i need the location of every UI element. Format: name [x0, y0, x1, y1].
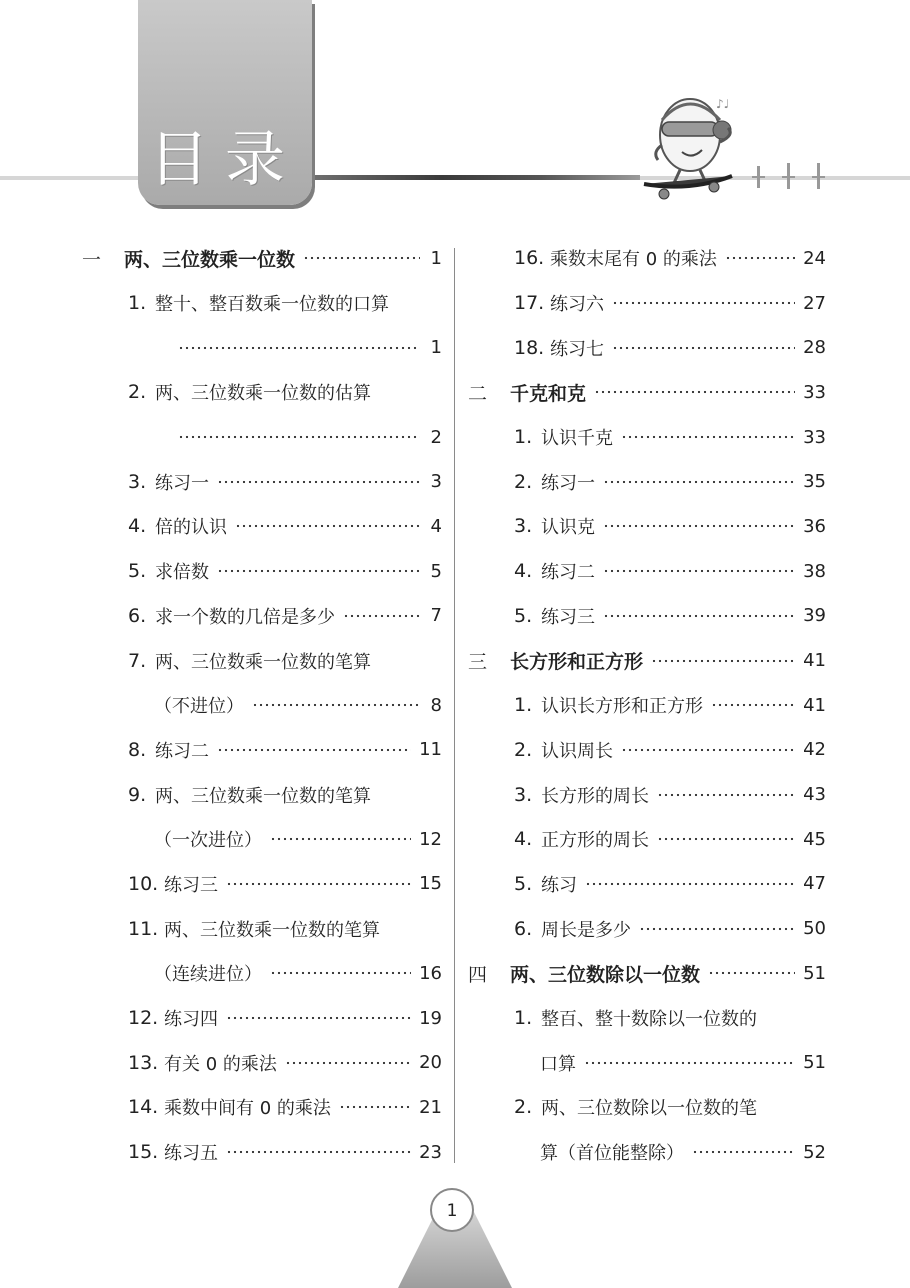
toc-leader-dots — [285, 1060, 411, 1066]
toc-entry[interactable] — [468, 415, 826, 460]
toc-entry-number: 8. — [128, 738, 147, 761]
toc-entry-title: 练习三 — [164, 874, 218, 896]
toc-page-number: 28 — [803, 337, 826, 359]
toc-leader-dots — [252, 702, 420, 708]
toc-page-number: 45 — [803, 828, 826, 850]
toc-chapter-entry[interactable] — [82, 236, 442, 281]
toc-entry-number: 4. — [128, 515, 147, 538]
toc-leader-dots — [270, 970, 411, 976]
svg-text:♪♩: ♪♩ — [716, 97, 730, 111]
toc-page-number: 4 — [430, 515, 442, 537]
toc-page-number: 7 — [430, 605, 442, 627]
toc-leader-dots — [226, 1015, 411, 1021]
toc-entry-title: 练习 — [541, 874, 577, 896]
toc-page-number: 1 — [430, 337, 442, 359]
toc-entry[interactable] — [82, 638, 442, 683]
toc-entry[interactable] — [82, 951, 442, 996]
toc-entry-number: 15. — [128, 1141, 159, 1164]
toc-entry-title: 两、三位数除以一位数的笔 — [541, 1098, 757, 1120]
toc-leader-dots — [621, 434, 795, 440]
toc-leader-dots — [339, 1104, 411, 1110]
toc-entry-title: （不进位） — [154, 696, 244, 718]
toc-entry-number: 1. — [514, 1007, 533, 1030]
toc-entry-title: 练习三 — [541, 606, 595, 628]
toc-entry-number: 18. — [514, 336, 545, 359]
header-rule-accent — [310, 175, 640, 180]
toc-leader-dots — [612, 300, 795, 306]
toc-entry-title: 认识千克 — [541, 428, 613, 450]
toc-entry-title: 周长是多少 — [541, 919, 631, 941]
toc-page-number: 2 — [430, 426, 442, 448]
toc-entry-title: 正方形的周长 — [541, 830, 649, 852]
toc-page-number: 33 — [803, 381, 826, 403]
toc-entry-number: 9. — [128, 783, 147, 806]
toc-entry-number: 16. — [514, 247, 545, 270]
toc-entry[interactable] — [468, 281, 826, 326]
toc-page-number: 27 — [803, 292, 826, 314]
toc-entry[interactable] — [82, 370, 442, 415]
toc-entry[interactable] — [82, 906, 442, 951]
toc-page-number: 1 — [430, 247, 442, 269]
toc-page-number: 36 — [803, 515, 826, 537]
toc-entry[interactable] — [82, 281, 442, 326]
toc-entry-number: 2. — [514, 738, 533, 761]
toc-entry[interactable] — [468, 772, 826, 817]
toc-leader-dots — [270, 836, 411, 842]
toc-entry-number: 1. — [514, 426, 533, 449]
toc-entry-title: 千克和克 — [510, 382, 587, 405]
toc-page-number: 16 — [419, 962, 442, 984]
toc-entry-number: 3. — [514, 515, 533, 538]
toc-entry-title: 乘数中间有 0 的乘法 — [164, 1098, 331, 1120]
toc-entry[interactable] — [468, 594, 826, 639]
toc-page-number: 50 — [803, 918, 826, 940]
toc-page-number: 8 — [430, 694, 442, 716]
toc-entry[interactable] — [468, 1130, 826, 1175]
toc-leader-dots — [639, 926, 795, 932]
toc-entry-title: （一次进位） — [154, 830, 262, 852]
toc-entry-number: 2. — [514, 1096, 533, 1119]
toc-entry-title: 两、三位数乘一位数的笔算 — [155, 785, 371, 807]
column-divider — [454, 248, 455, 1163]
toc-page-number: 35 — [803, 471, 826, 493]
toc-entry-title: 两、三位数乘一位数的笔算 — [155, 651, 371, 673]
toc-page-number: 41 — [803, 650, 826, 672]
toc-entry-title: 练习四 — [164, 1009, 218, 1031]
toc-entry[interactable] — [468, 817, 826, 862]
toc-leader-dots — [651, 658, 795, 664]
toc-leader-dots — [603, 479, 795, 485]
toc-entry[interactable] — [468, 325, 826, 370]
toc-entry-title: 求一个数的几倍是多少 — [155, 606, 335, 628]
toc-page-number: 12 — [419, 828, 442, 850]
toc-entry-number: 5. — [128, 560, 147, 583]
toc-leader-dots — [657, 792, 795, 798]
toc-page-number: 39 — [803, 605, 826, 627]
toc-entry-title: 认识克 — [541, 517, 595, 539]
toc-page-number: 15 — [419, 873, 442, 895]
toc-entry[interactable] — [468, 683, 826, 728]
toc-leader-dots — [725, 255, 795, 261]
toc-entry-title: 认识周长 — [541, 740, 613, 762]
toc-entry[interactable] — [82, 996, 442, 1041]
toc-entry[interactable] — [82, 415, 442, 460]
toc-left-column — [82, 236, 442, 1174]
page-number-badge — [398, 1186, 512, 1288]
toc-entry[interactable] — [468, 1040, 826, 1085]
toc-entry-number: 3. — [514, 783, 533, 806]
toc-entry[interactable] — [82, 459, 442, 504]
toc-entry[interactable] — [82, 862, 442, 907]
toc-entry[interactable] — [468, 504, 826, 549]
toc-leader-dots — [178, 345, 420, 351]
toc-entry[interactable] — [468, 549, 826, 594]
toc-entry-title: 整百、整十数除以一位数的 — [541, 1009, 757, 1031]
toc-entry[interactable] — [82, 728, 442, 773]
toc-entry-title: 口算 — [540, 1053, 576, 1075]
toc-leader-dots — [603, 613, 795, 619]
toc-leader-dots — [217, 479, 420, 485]
toc-page-number: 19 — [419, 1007, 442, 1029]
toc-entry-number: 10. — [128, 872, 159, 895]
toc-entry-title: 练习一 — [155, 472, 209, 494]
toc-entry-title: 有关 0 的乘法 — [164, 1053, 277, 1075]
toc-entry-title: 两、三位数乘一位数的估算 — [155, 383, 371, 405]
toc-page-number: 43 — [803, 784, 826, 806]
toc-chapter-entry[interactable] — [468, 638, 826, 683]
toc-entry-title: 求倍数 — [155, 562, 209, 584]
toc-leader-dots — [343, 613, 420, 619]
toc-page-number: 3 — [430, 471, 442, 493]
toc-page-number: 5 — [430, 560, 442, 582]
title-tab — [138, 0, 312, 205]
toc-entry[interactable] — [82, 594, 442, 639]
toc-entry-number: 5. — [514, 604, 533, 627]
toc-entry-title: 练习二 — [541, 562, 595, 584]
toc-leader-dots — [217, 747, 411, 753]
toc-entry-number: 2. — [128, 381, 147, 404]
toc-entry-title: 两、三位数乘一位数的笔算 — [164, 919, 380, 941]
toc-leader-dots — [226, 1149, 411, 1155]
toc-leader-dots — [692, 1149, 795, 1155]
toc-entry-title: 两、三位数乘一位数 — [124, 248, 296, 271]
toc-right-column — [468, 236, 826, 1174]
toc-entry-number: 13. — [128, 1051, 159, 1074]
toc-entry-number: 1. — [514, 694, 533, 717]
toc-entry-number: 2. — [514, 470, 533, 493]
toc-page-number: 38 — [803, 560, 826, 582]
toc-entry-number: 14. — [128, 1096, 159, 1119]
toc-leader-dots — [303, 255, 420, 261]
toc-entry[interactable] — [82, 549, 442, 594]
toc-entry-title: 认识长方形和正方形 — [541, 696, 703, 718]
toc-leader-dots — [585, 881, 795, 887]
toc-entry-number: 11. — [128, 917, 159, 940]
toc-entry[interactable] — [82, 817, 442, 862]
toc-entry-number: 3. — [128, 470, 147, 493]
toc-entry-number: 7. — [128, 649, 147, 672]
toc-leader-dots — [603, 568, 795, 574]
toc-page-number: 23 — [419, 1141, 442, 1163]
toc-leader-dots — [226, 881, 411, 887]
toc-entry[interactable] — [82, 1130, 442, 1175]
toc-entry-number: 4. — [514, 560, 533, 583]
toc-entry-title: 练习二 — [155, 740, 209, 762]
toc-leader-dots — [584, 1060, 795, 1066]
toc-entry[interactable] — [468, 459, 826, 504]
toc-entry-title: 倍的认识 — [155, 517, 227, 539]
toc-page-number: 33 — [803, 426, 826, 448]
toc-entry[interactable] — [82, 1085, 442, 1130]
toc-entry-number: 4. — [514, 828, 533, 851]
toc-entry-number: 5. — [514, 872, 533, 895]
toc-page-number: 51 — [803, 1052, 826, 1074]
toc-entry[interactable] — [468, 862, 826, 907]
toc-leader-dots — [621, 747, 795, 753]
toc-chapter-entry[interactable] — [468, 370, 826, 415]
toc-entry[interactable] — [82, 683, 442, 728]
toc-entry[interactable] — [82, 504, 442, 549]
toc-page-number: 11 — [419, 739, 442, 761]
toc-entry-title: （连续进位） — [154, 964, 262, 986]
toc-entry-number: 12. — [128, 1007, 159, 1030]
toc-leader-dots — [612, 345, 795, 351]
toc-entry-number: 四 — [468, 963, 488, 986]
page-number: 1 — [446, 1201, 458, 1221]
toc-entry-number: 6. — [128, 604, 147, 627]
toc-page-number: 20 — [419, 1052, 442, 1074]
toc-entry-title: 整十、整百数乘一位数的口算 — [155, 294, 389, 316]
toc-entry-title: 练习六 — [550, 294, 604, 316]
skateboard-mascot-illustration — [640, 90, 830, 205]
toc-page-number: 24 — [803, 247, 826, 269]
toc-entry-title: 练习五 — [164, 1143, 218, 1165]
toc-leader-dots — [235, 523, 420, 529]
toc-entry-number: 17. — [514, 292, 545, 315]
toc-entry[interactable] — [468, 1085, 826, 1130]
toc-entry-title: 长方形和正方形 — [510, 651, 644, 674]
toc-entry-number: 二 — [468, 382, 488, 405]
toc-entry-title: 乘数末尾有 0 的乘法 — [550, 249, 717, 271]
toc-entry-number: 1. — [128, 292, 147, 315]
toc-entry-title: 长方形的周长 — [541, 785, 649, 807]
toc-entry-title: 算（首位能整除） — [540, 1143, 684, 1165]
toc-page-number: 41 — [803, 694, 826, 716]
toc-entry-number: 三 — [468, 651, 488, 674]
toc-leader-dots — [657, 836, 795, 842]
toc-entry-number: 一 — [82, 248, 102, 271]
page-title: 目录 — [149, 125, 301, 195]
toc-leader-dots — [603, 523, 795, 529]
toc-entry[interactable] — [468, 996, 826, 1041]
toc-entry[interactable] — [82, 772, 442, 817]
toc-entry-title: 练习七 — [550, 338, 604, 360]
toc-entry-title: 两、三位数除以一位数 — [510, 963, 701, 986]
toc-entry[interactable] — [468, 906, 826, 951]
toc-leader-dots — [711, 702, 795, 708]
toc-entry[interactable] — [468, 728, 826, 773]
toc-leader-dots — [178, 434, 420, 440]
toc-chapter-entry[interactable] — [468, 951, 826, 996]
toc-entry-number: 6. — [514, 917, 533, 940]
toc-leader-dots — [217, 568, 420, 574]
toc-page-number: 52 — [803, 1141, 826, 1163]
toc-leader-dots — [708, 970, 795, 976]
toc-leader-dots — [594, 389, 795, 395]
toc-page-number: 21 — [419, 1096, 442, 1118]
toc-entry[interactable] — [468, 236, 826, 281]
toc-entry[interactable] — [82, 325, 442, 370]
toc-entry-title: 练习一 — [541, 472, 595, 494]
toc-page-number: 47 — [803, 873, 826, 895]
toc-page-number: 42 — [803, 739, 826, 761]
toc-page-number: 51 — [803, 962, 826, 984]
toc-entry[interactable] — [82, 1040, 442, 1085]
